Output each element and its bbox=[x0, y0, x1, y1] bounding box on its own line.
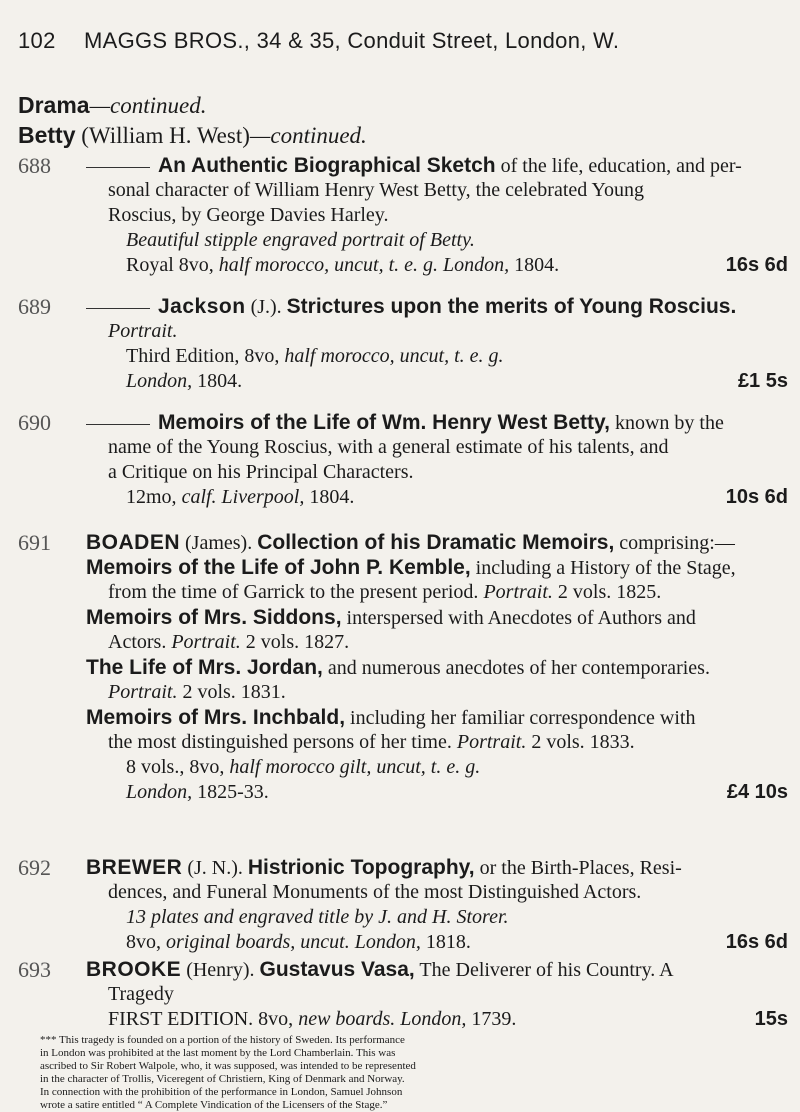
entry-number: 691 bbox=[18, 530, 51, 555]
entry-title: Gustavus Vasa, bbox=[259, 958, 415, 981]
entry-author: Jackson bbox=[158, 295, 246, 318]
entry-number: 692 bbox=[18, 855, 51, 880]
entry-text: of the life, education, and per- bbox=[495, 155, 742, 177]
sub-item-text: interspersed with Anecdotes of Authors and bbox=[341, 607, 696, 629]
subsection-heading bbox=[18, 122, 367, 149]
entry-binding: original boards, uncut. London, bbox=[166, 931, 421, 953]
entry-year: 1739. bbox=[466, 1008, 517, 1030]
entry-year: 1804. bbox=[192, 370, 243, 392]
entry-text: sonal character of William Henry West Betty, the celebrated Young bbox=[108, 179, 644, 201]
ditto-dash bbox=[86, 167, 150, 168]
entry-format: 8 vols., 8vo, bbox=[126, 756, 230, 778]
subsection-rest: (William H. West) bbox=[75, 123, 250, 148]
entry-note bbox=[40, 1034, 788, 1112]
entry-title: An Authentic Biographical Sketch bbox=[158, 154, 496, 177]
entry-price: 16s 6d bbox=[725, 254, 788, 276]
entry-price: 15s bbox=[754, 1008, 788, 1030]
ditto-dash bbox=[86, 424, 150, 425]
sub-item-after: 2 vols. 1833. bbox=[526, 731, 635, 753]
note-line: wrote a satire entitled “ A Complete Vindication of the Licensers of the Stage.” bbox=[40, 1098, 388, 1111]
entry-illustration: 13 plates and engraved title by J. and H. Storer. bbox=[126, 906, 509, 928]
entry-price: 10s 6d bbox=[725, 486, 788, 508]
catalogue-entry bbox=[18, 530, 788, 805]
entry-text: Roscius, by George Davies Harley. bbox=[108, 204, 389, 226]
entry-format: 12mo, bbox=[126, 486, 182, 508]
subsection-continued: —continued. bbox=[249, 123, 367, 148]
entry-year: 1804. bbox=[304, 486, 355, 508]
sub-item-title: Memoirs of Mrs. Inchbald, bbox=[86, 706, 346, 729]
entry-illustration: Beautiful stipple engraved portrait of Betty. bbox=[126, 229, 475, 251]
entry-author: BROOKE bbox=[86, 958, 182, 981]
entry-author-rest: (J. N.). bbox=[182, 857, 248, 879]
note-line: In connection with the prohibition of the performance in London, Samuel Johnson bbox=[40, 1085, 403, 1098]
entry-author: BOADEN bbox=[86, 531, 181, 554]
sub-item-after: 2 vols. 1825. bbox=[552, 581, 662, 603]
sub-item-text: the most distinguished persons of her time. bbox=[108, 731, 457, 753]
entry-format: Third Edition, 8vo, bbox=[126, 345, 285, 367]
entry-text: or the Birth-Places, Resi- bbox=[474, 857, 682, 879]
entry-price: £1 5s bbox=[737, 370, 788, 392]
entry-text: dences, and Funeral Monuments of the most Distinguished Actors. bbox=[108, 881, 642, 903]
entry-number: 693 bbox=[18, 957, 51, 982]
catalogue-entry bbox=[18, 410, 788, 510]
sub-item-text: including her familiar correspondence with bbox=[345, 707, 696, 729]
entry-price: 16s 6d bbox=[725, 931, 788, 953]
sub-item-text: and numerous anecdotes of her contemporaries. bbox=[322, 657, 710, 679]
running-head bbox=[18, 28, 788, 54]
entry-author: BREWER bbox=[86, 856, 183, 879]
entry-place: London, bbox=[126, 370, 193, 392]
publisher-line: MAGGS BROS., 34 & 35, Conduit Street, London, W. bbox=[84, 28, 620, 53]
sub-item-text: Actors. bbox=[108, 631, 172, 653]
entry-author-rest: (James). bbox=[180, 532, 258, 554]
entry-year: 1804. bbox=[509, 254, 560, 276]
entry-year: 1825-33. bbox=[192, 781, 269, 803]
sub-item-after: 2 vols. 1831. bbox=[177, 681, 286, 703]
entry-text: comprising:— bbox=[614, 532, 735, 554]
entry-binding: half morocco, uncut, t. e. g. bbox=[284, 345, 504, 367]
section-continued: —continued. bbox=[89, 93, 207, 118]
sub-item-title: Memoirs of Mrs. Siddons, bbox=[86, 606, 342, 629]
sub-item-title: The Life of Mrs. Jordan, bbox=[86, 656, 323, 679]
catalogue-entry bbox=[18, 957, 788, 1032]
entry-place: London, bbox=[126, 781, 193, 803]
entry-number: 690 bbox=[18, 410, 51, 435]
entry-text: a Critique on his Principal Characters. bbox=[108, 461, 414, 483]
sub-item-illustration: Portrait. bbox=[108, 681, 178, 703]
sub-item-after: 2 vols. 1827. bbox=[240, 631, 350, 653]
entry-author-rest: (Henry). bbox=[181, 959, 260, 981]
entry-text: The Deliverer of his Country. A bbox=[414, 959, 674, 981]
note-line: in London was prohibited at the last moment by the Lord Chamberlain. This was bbox=[40, 1046, 396, 1059]
catalogue-entry bbox=[18, 294, 788, 394]
subsection-name: Betty bbox=[18, 122, 76, 148]
sub-item-title: Memoirs of the Life of John P. Kemble, bbox=[86, 556, 471, 579]
entry-number: 689 bbox=[18, 294, 51, 319]
entry-title: Strictures upon the merits of Young Roscius. bbox=[286, 295, 737, 318]
sub-item-text: from the time of Garrick to the present period. bbox=[108, 581, 484, 603]
catalogue-entry bbox=[18, 855, 788, 955]
entry-title: Histrionic Topography, bbox=[247, 856, 475, 879]
note-line: in the character of Trollis, Viceregent of Christiern, King of Denmark and Norway. bbox=[40, 1072, 405, 1085]
note-line: *** This tragedy is founded on a portion of the history of Sweden. Its performance bbox=[40, 1034, 405, 1046]
sub-item-illustration: Portrait. bbox=[171, 631, 241, 653]
sub-item-illustration: Portrait. bbox=[483, 581, 553, 603]
page-number: 102 bbox=[18, 28, 56, 53]
note-line: ascribed to Sir Robert Walpole, who, it was supposed, was intended to be represented bbox=[40, 1059, 416, 1072]
entry-title: Memoirs of the Life of Wm. Henry West Betty, bbox=[158, 411, 610, 434]
entry-title: Collection of his Dramatic Memoirs, bbox=[257, 531, 615, 554]
entry-text: name of the Young Roscius, with a general estimate of his talents, and bbox=[108, 436, 669, 458]
entry-price: £4 10s bbox=[726, 781, 788, 803]
section-name: Drama bbox=[18, 92, 90, 118]
entry-binding: half morocco, uncut, t. e. g. London, bbox=[218, 254, 510, 276]
entry-format: Royal 8vo, bbox=[126, 254, 219, 276]
entry-year: 1818. bbox=[420, 931, 471, 953]
entry-binding: calf. Liverpool, bbox=[181, 486, 305, 508]
section-heading bbox=[18, 92, 207, 119]
entry-binding: new boards. London, bbox=[298, 1008, 467, 1030]
catalogue-entry bbox=[18, 153, 788, 278]
entry-illustration: Portrait. bbox=[108, 320, 178, 342]
entry-number: 688 bbox=[18, 153, 51, 178]
entry-author-rest: (J.). bbox=[245, 296, 287, 318]
entry-format: 8vo, bbox=[126, 931, 166, 953]
entry-format: FIRST EDITION. 8vo, bbox=[108, 1008, 299, 1030]
sub-item-illustration: Portrait. bbox=[456, 731, 527, 753]
ditto-dash bbox=[86, 308, 150, 309]
sub-item-text: including a History of the Stage, bbox=[470, 557, 736, 579]
entry-binding: half morocco gilt, uncut, t. e. g. bbox=[229, 756, 481, 778]
entry-text: Tragedy bbox=[108, 983, 174, 1005]
entry-text: known by the bbox=[609, 412, 724, 434]
